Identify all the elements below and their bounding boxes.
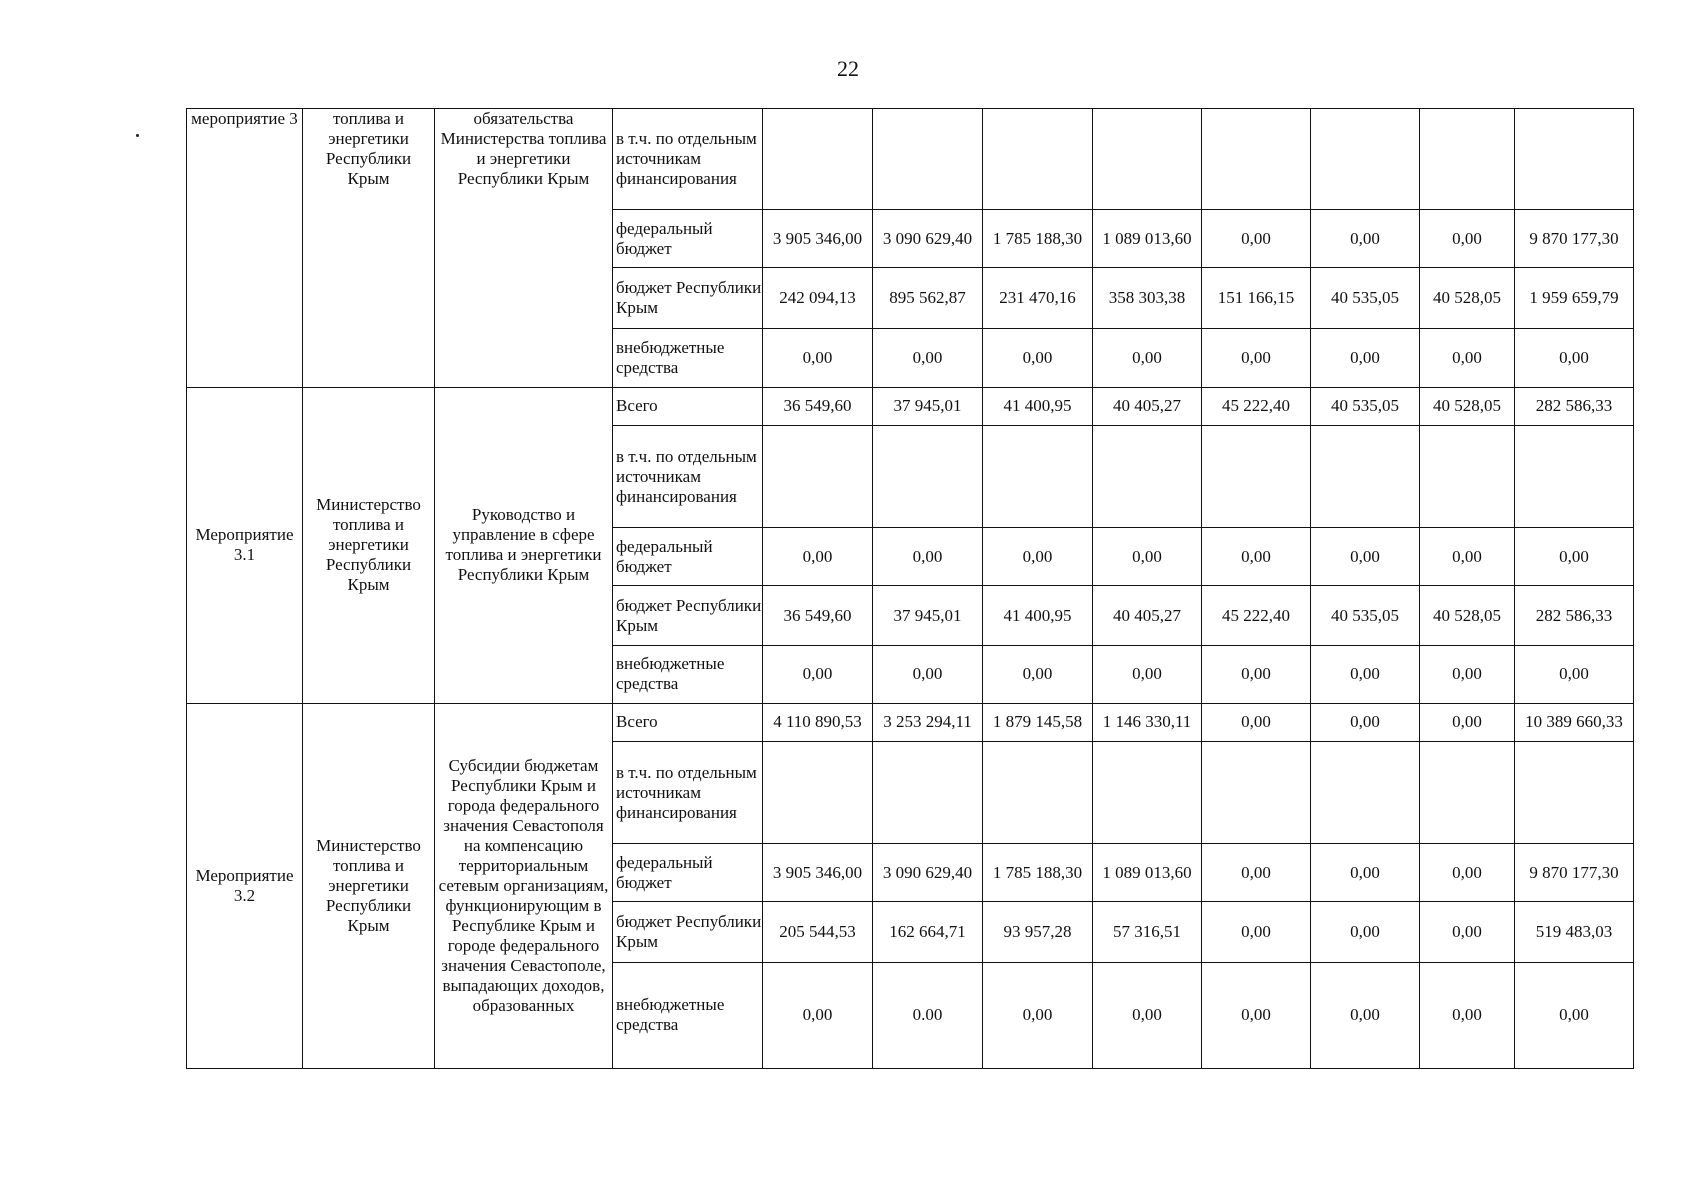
value-cell: 0,00 [1202,703,1311,741]
empty-cell [1311,109,1420,210]
empty-cell [1311,741,1420,843]
empty-cell [763,109,873,210]
activity-description: Руководство и управление в сфере топлива и энергетики Республики Крым [435,387,613,703]
value-cell: 0,00 [1202,328,1311,387]
value-cell: 0,00 [1420,844,1515,902]
value-cell: 0,00 [1093,962,1202,1068]
empty-cell [1093,425,1202,527]
value-cell: 0,00 [1202,210,1311,268]
empty-cell [873,741,983,843]
value-cell: 0,00 [1311,962,1420,1068]
source-label: федеральный бюджет [613,528,763,586]
value-cell: 40 528,05 [1420,586,1515,645]
source-label: в т.ч. по отдельным источникам финансирования [613,741,763,843]
value-cell: 0,00 [1311,645,1420,703]
table-row [187,109,1634,210]
empty-cell [873,425,983,527]
value-cell: 0,00 [1202,844,1311,902]
value-cell: 4 110 890,53 [763,703,873,741]
value-cell: 0,00 [1420,645,1515,703]
value-cell: 1 146 330,11 [1093,703,1202,741]
empty-cell [1420,741,1515,843]
source-label: Всего [613,387,763,425]
value-cell: 9 870 177,30 [1515,210,1634,268]
value-cell: 0,00 [873,328,983,387]
empty-cell [1515,109,1634,210]
value-cell: 40 405,27 [1093,586,1202,645]
value-cell: 0,00 [983,528,1093,586]
value-cell: 10 389 660,33 [1515,703,1634,741]
value-cell: 57 316,51 [1093,902,1202,962]
value-cell: 0,00 [1311,844,1420,902]
empty-cell [1093,109,1202,210]
source-label: бюджет Республики Крым [613,268,763,328]
value-cell: 0,00 [983,328,1093,387]
value-cell: 0,00 [1420,210,1515,268]
value-cell: 1 959 659,79 [1515,268,1634,328]
scan-speck [136,134,139,137]
responsible-org: Министерство топлива и энергетики Республики Крым [303,387,435,703]
value-cell: 40 535,05 [1311,268,1420,328]
value-cell: 0,00 [1311,210,1420,268]
value-cell: 41 400,95 [983,586,1093,645]
value-cell: 0,00 [1202,962,1311,1068]
value-cell: 0,00 [763,645,873,703]
value-cell: 282 586,33 [1515,387,1634,425]
value-cell: 0,00 [1515,962,1634,1068]
value-cell: 0,00 [1420,328,1515,387]
value-cell: 0,00 [1420,962,1515,1068]
value-cell: 40 405,27 [1093,387,1202,425]
value-cell: 0,00 [1420,703,1515,741]
empty-cell [763,425,873,527]
value-cell: 9 870 177,30 [1515,844,1634,902]
table-row [187,703,1634,741]
value-cell: 0,00 [873,645,983,703]
value-cell: 0,00 [1093,645,1202,703]
activity-code: Мероприятие 3.1 [187,387,303,703]
source-label: в т.ч. по отдельным источникам финансирования [613,109,763,210]
value-cell: 40 535,05 [1311,387,1420,425]
source-label: в т.ч. по отдельным источникам финансирования [613,425,763,527]
activity-code: мероприятие 3 [187,109,303,388]
value-cell: 40 528,05 [1420,387,1515,425]
value-cell: 3 905 346,00 [763,210,873,268]
value-cell: 36 549,60 [763,387,873,425]
value-cell: 0,00 [983,645,1093,703]
value-cell: 40 528,05 [1420,268,1515,328]
value-cell: 1 785 188,30 [983,210,1093,268]
empty-cell [1515,741,1634,843]
page-number: 22 [837,56,859,81]
source-label: внебюджетные средства [613,328,763,387]
value-cell: 0,00 [763,328,873,387]
source-label: федеральный бюджет [613,210,763,268]
value-cell: 0,00 [1311,528,1420,586]
empty-cell [1202,425,1311,527]
activity-description: Субсидии бюджетам Республики Крым и города федерального значения Севастополя на компенсацию территориальным сетевым организациям, функционирующим в Республике Крым и городе федерального значения Севастополе, выпадающих доходов, образованных [435,703,613,1068]
activity-description: обязательства Министерства топлива и энергетики Республики Крым [435,109,613,388]
value-cell: 0,00 [1420,902,1515,962]
empty-cell [1515,425,1634,527]
value-cell: 0,00 [1311,703,1420,741]
value-cell: 45 222,40 [1202,387,1311,425]
value-cell: 37 945,01 [873,387,983,425]
value-cell: 0,00 [1311,328,1420,387]
responsible-org: Министерство топлива и энергетики Республики Крым [303,703,435,1068]
empty-cell [763,741,873,843]
value-cell: 93 957,28 [983,902,1093,962]
source-label: внебюджетные средства [613,645,763,703]
empty-cell [983,741,1093,843]
value-cell: 0,00 [1202,528,1311,586]
value-cell: 242 094,13 [763,268,873,328]
value-cell: 37 945,01 [873,586,983,645]
value-cell: 0,00 [1311,902,1420,962]
empty-cell [1311,425,1420,527]
source-label: внебюджетные средства [613,962,763,1068]
value-cell: 3 090 629,40 [873,844,983,902]
activity-code: Мероприятие 3.2 [187,703,303,1068]
value-cell: 519 483,03 [1515,902,1634,962]
empty-cell [1420,425,1515,527]
source-label: федеральный бюджет [613,844,763,902]
source-label: Всего [613,703,763,741]
empty-cell [1202,109,1311,210]
value-cell: 162 664,71 [873,902,983,962]
value-cell: 895 562,87 [873,268,983,328]
empty-cell [873,109,983,210]
empty-cell [1202,741,1311,843]
table-row [187,387,1634,425]
value-cell: 0,00 [873,528,983,586]
value-cell: 40 535,05 [1311,586,1420,645]
value-cell: 0,00 [1093,328,1202,387]
value-cell: 0,00 [1202,902,1311,962]
empty-cell [983,109,1093,210]
value-cell: 0,00 [1515,645,1634,703]
value-cell: 0,00 [1093,528,1202,586]
empty-cell [983,425,1093,527]
value-cell: 0,00 [1420,528,1515,586]
value-cell: 36 549,60 [763,586,873,645]
value-cell: 1 089 013,60 [1093,844,1202,902]
value-cell: 3 905 346,00 [763,844,873,902]
value-cell: 1 089 013,60 [1093,210,1202,268]
responsible-org: топлива и энергетики Республики Крым [303,109,435,388]
value-cell: 0,00 [1515,328,1634,387]
value-cell: 0,00 [763,962,873,1068]
value-cell: 0,00 [983,962,1093,1068]
value-cell: 0,00 [763,528,873,586]
value-cell: 0,00 [1202,645,1311,703]
empty-cell [1093,741,1202,843]
source-label: бюджет Республики Крым [613,586,763,645]
value-cell: 3 090 629,40 [873,210,983,268]
empty-cell [1420,109,1515,210]
value-cell: 1 785 188,30 [983,844,1093,902]
value-cell: 151 166,15 [1202,268,1311,328]
value-cell: 45 222,40 [1202,586,1311,645]
value-cell: 358 303,38 [1093,268,1202,328]
value-cell: 3 253 294,11 [873,703,983,741]
value-cell: 0.00 [873,962,983,1068]
source-label: бюджет Республики Крым [613,902,763,962]
value-cell: 0,00 [1515,528,1634,586]
budget-table [186,108,1634,1069]
value-cell: 1 879 145,58 [983,703,1093,741]
value-cell: 41 400,95 [983,387,1093,425]
value-cell: 282 586,33 [1515,586,1634,645]
value-cell: 205 544,53 [763,902,873,962]
value-cell: 231 470,16 [983,268,1093,328]
